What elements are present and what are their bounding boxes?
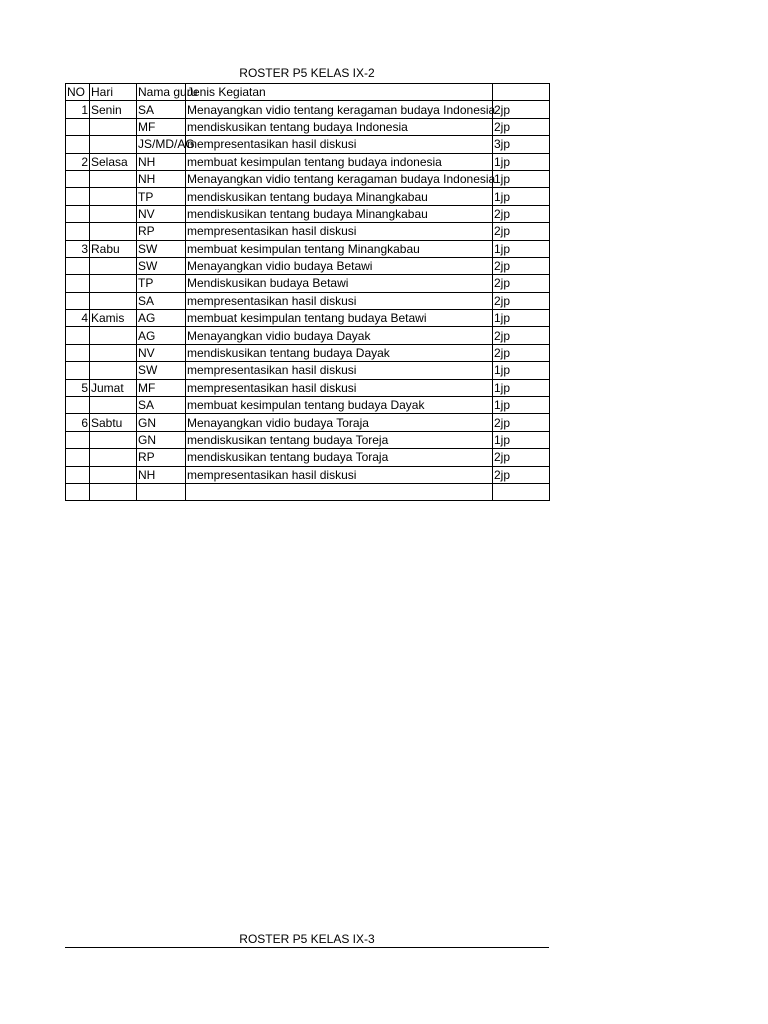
cell-nama-guru[interactable]: GN	[137, 414, 186, 431]
cell-jenis-kegiatan[interactable]: mendiskusikan tentang budaya Minangkabau	[186, 205, 493, 222]
cell-nama-guru[interactable]: TP	[137, 275, 186, 292]
cell-jp[interactable]: 1jp	[493, 310, 550, 327]
cell-hari[interactable]	[90, 275, 137, 292]
cell-no[interactable]	[66, 466, 90, 483]
cell-jenis-kegiatan[interactable]: mempresentasikan hasil diskusi	[186, 223, 493, 240]
table-row	[66, 449, 550, 466]
cell-jenis-kegiatan[interactable]: Menayangkan vidio budaya Toraja	[186, 414, 493, 431]
cell-nama-guru[interactable]: JS/MD/AG	[138, 137, 195, 152]
cell-jp[interactable]: 3jp	[493, 136, 550, 153]
cell-nama-guru[interactable]: MF	[137, 118, 186, 135]
table-row	[66, 362, 550, 379]
cell-hari[interactable]	[90, 327, 137, 344]
cell-no[interactable]	[66, 292, 90, 309]
cell-nama-guru[interactable]: NH	[137, 466, 186, 483]
cell-jp[interactable]: 2jp	[493, 118, 550, 135]
cell-hari[interactable]	[90, 136, 137, 153]
cell-no[interactable]	[66, 397, 90, 414]
cell-jp[interactable]: 1jp	[493, 379, 550, 396]
table-row	[66, 223, 550, 240]
cell-jp[interactable]: 2jp	[493, 257, 550, 274]
cell-jp[interactable]: 1jp	[493, 362, 550, 379]
header-hari[interactable]: Hari	[90, 84, 137, 101]
cell-nama-guru[interactable]: NH	[137, 170, 186, 187]
table-row	[66, 379, 550, 396]
cell-hari[interactable]	[90, 205, 137, 222]
roster-table	[65, 83, 550, 501]
cell-nama-guru[interactable]: SW	[137, 257, 186, 274]
cell-jp[interactable]: 2jp	[493, 449, 550, 466]
cell-jenis-kegiatan[interactable]: Menayangkan vidio budaya Betawi	[186, 257, 493, 274]
cell-jenis-kegiatan[interactable]: mendiskusikan tentang budaya Minangkabau	[186, 188, 493, 205]
cell-jenis-kegiatan[interactable]: mendiskusikan tentang budaya Indonesia	[186, 118, 493, 135]
cell-hari[interactable]	[90, 466, 137, 483]
cell-hari[interactable]	[90, 397, 137, 414]
cell-no[interactable]	[66, 483, 90, 500]
cell-nama-guru[interactable]: NV	[137, 205, 186, 222]
cell-nama-guru[interactable]: RP	[137, 223, 186, 240]
cell-hari[interactable]	[90, 344, 137, 361]
cell-nama-guru[interactable]: AG	[137, 310, 186, 327]
cell-jenis-kegiatan[interactable]: mendiskusikan tentang budaya Toreja	[186, 431, 493, 448]
table-row	[66, 310, 550, 327]
cell-hari[interactable]: Jumat	[90, 379, 137, 396]
roster-body	[66, 101, 550, 501]
table-row	[66, 327, 550, 344]
cell-no[interactable]	[66, 327, 90, 344]
cell-no[interactable]: 5	[66, 379, 90, 396]
table-row	[66, 257, 550, 274]
cell-nama-guru[interactable]: SA	[137, 101, 186, 118]
cell-no[interactable]: 2	[66, 153, 90, 170]
table-row	[66, 344, 550, 361]
cell-hari[interactable]	[90, 257, 137, 274]
cell-jenis-kegiatan[interactable]: membuat kesimpulan tentang budaya Dayak	[186, 397, 493, 414]
cell-hari[interactable]: Senin	[90, 101, 137, 118]
cell-nama-guru[interactable]: AG	[137, 327, 186, 344]
cell-jenis-kegiatan[interactable]: mendiskusikan tentang budaya Toraja	[186, 449, 493, 466]
cell-jenis-kegiatan[interactable]: mendiskusikan tentang budaya Dayak	[186, 344, 493, 361]
cell-no[interactable]: 4	[66, 310, 90, 327]
cell-jenis-kegiatan[interactable]: Mendiskusikan budaya Betawi	[186, 275, 493, 292]
cell-hari[interactable]	[90, 431, 137, 448]
cell-nama-guru[interactable]	[137, 483, 186, 500]
cell-jenis-kegiatan[interactable]: mempresentasikan hasil diskusi	[186, 136, 493, 153]
cell-hari[interactable]: Rabu	[90, 240, 137, 257]
cell-jp[interactable]: 2jp	[493, 205, 550, 222]
cell-hari[interactable]: Selasa	[90, 153, 137, 170]
cell-nama-guru[interactable]: SA	[137, 292, 186, 309]
cell-jp[interactable]: 2jp	[493, 292, 550, 309]
table-row	[66, 240, 550, 257]
cell-jenis-kegiatan[interactable]: mempresentasikan hasil diskusi	[186, 362, 493, 379]
header-nama-guru[interactable]: Nama guru	[138, 85, 198, 100]
cell-hari[interactable]: Kamis	[90, 310, 137, 327]
cell-jenis-kegiatan[interactable]: Menayangkan vidio tentang keragaman budaya Indonesia	[187, 102, 496, 117]
cell-no[interactable]	[66, 431, 90, 448]
table-row	[66, 205, 550, 222]
table-row	[66, 292, 550, 309]
cell-nama-guru[interactable]: SW	[137, 362, 186, 379]
cell-no[interactable]	[66, 205, 90, 222]
table-row	[66, 466, 550, 483]
cell-jp[interactable]: 1jp	[493, 153, 550, 170]
table-row	[66, 101, 550, 118]
table-row	[66, 118, 550, 135]
cell-nama-guru[interactable]: SW	[137, 240, 186, 257]
cell-jenis-kegiatan[interactable]: mempresentasikan hasil diskusi	[186, 379, 493, 396]
table-row	[66, 414, 550, 431]
cell-jp[interactable]: 2jp	[493, 101, 550, 118]
cell-hari[interactable]: Sabtu	[90, 414, 137, 431]
cell-no[interactable]	[66, 449, 90, 466]
cell-jp[interactable]: 2jp	[493, 327, 550, 344]
cell-no[interactable]	[66, 170, 90, 187]
cell-jenis-kegiatan[interactable]: mempresentasikan hasil diskusi	[186, 466, 493, 483]
cell-nama-guru[interactable]: NV	[137, 344, 186, 361]
cell-nama-guru[interactable]: GN	[137, 431, 186, 448]
table-row	[66, 188, 550, 205]
cell-no[interactable]	[66, 275, 90, 292]
cell-jp[interactable]: 2jp	[493, 414, 550, 431]
cell-nama-guru[interactable]: TP	[137, 188, 186, 205]
cell-jp[interactable]: 2jp	[493, 223, 550, 240]
cell-no[interactable]: 6	[66, 414, 90, 431]
cell-no[interactable]	[66, 257, 90, 274]
sheet-title: ROSTER P5 KELAS IX-2	[239, 66, 375, 80]
cell-jp[interactable]: 1jp	[493, 431, 550, 448]
cell-jp[interactable]: 1jp	[493, 170, 550, 187]
cell-jenis-kegiatan[interactable]	[186, 483, 493, 500]
cell-jp[interactable]: 2jp	[493, 344, 550, 361]
cell-hari[interactable]	[90, 118, 137, 135]
table-row	[66, 431, 550, 448]
cell-jenis-kegiatan[interactable]: mempresentasikan hasil diskusi	[186, 292, 493, 309]
header-row	[66, 84, 550, 101]
header-jp[interactable]	[493, 84, 550, 101]
cell-nama-guru[interactable]: SA	[137, 397, 186, 414]
cell-jenis-kegiatan[interactable]: Menayangkan vidio tentang keragaman budaya Indonesia	[187, 172, 496, 187]
cell-nama-guru[interactable]: NH	[137, 153, 186, 170]
cell-hari[interactable]	[90, 292, 137, 309]
cell-hari[interactable]	[90, 483, 137, 500]
cell-no[interactable]: 1	[66, 101, 90, 118]
cell-jp[interactable]: 1jp	[493, 397, 550, 414]
cell-hari[interactable]	[90, 362, 137, 379]
cell-jp[interactable]: 1jp	[493, 240, 550, 257]
cell-jenis-kegiatan[interactable]: membuat kesimpulan tentang Minangkabau	[186, 240, 493, 257]
cell-hari[interactable]	[90, 188, 137, 205]
cell-hari[interactable]	[90, 170, 137, 187]
next-table-top-border	[65, 947, 549, 948]
table-row	[66, 170, 550, 187]
cell-jp[interactable]: 1jp	[493, 188, 550, 205]
cell-nama-guru[interactable]: MF	[137, 379, 186, 396]
table-row	[66, 397, 550, 414]
table-row	[66, 136, 550, 153]
cell-nama-guru[interactable]: RP	[137, 449, 186, 466]
cell-no[interactable]	[66, 362, 90, 379]
cell-no[interactable]	[66, 344, 90, 361]
cell-jp[interactable]	[493, 483, 550, 500]
header-jenis-kegiatan[interactable]: Jenis Kegiatan	[186, 84, 493, 101]
table-row	[66, 275, 550, 292]
cell-jenis-kegiatan[interactable]: membuat kesimpulan tentang budaya indonesia	[186, 153, 493, 170]
table-row	[66, 483, 550, 500]
cell-no[interactable]: 3	[66, 240, 90, 257]
header-no[interactable]: NO	[66, 84, 90, 101]
cell-no[interactable]	[66, 118, 90, 135]
cell-jp[interactable]: 2jp	[493, 466, 550, 483]
next-sheet-title: ROSTER P5 KELAS IX-3	[239, 932, 375, 946]
cell-jp[interactable]: 2jp	[493, 275, 550, 292]
cell-no[interactable]	[66, 223, 90, 240]
cell-no[interactable]	[66, 188, 90, 205]
cell-jenis-kegiatan[interactable]: Menayangkan vidio budaya Dayak	[186, 327, 493, 344]
cell-jenis-kegiatan[interactable]: membuat kesimpulan tentang budaya Betawi	[186, 310, 493, 327]
cell-hari[interactable]	[90, 449, 137, 466]
cell-hari[interactable]	[90, 223, 137, 240]
cell-no[interactable]	[66, 136, 90, 153]
table-row	[66, 153, 550, 170]
